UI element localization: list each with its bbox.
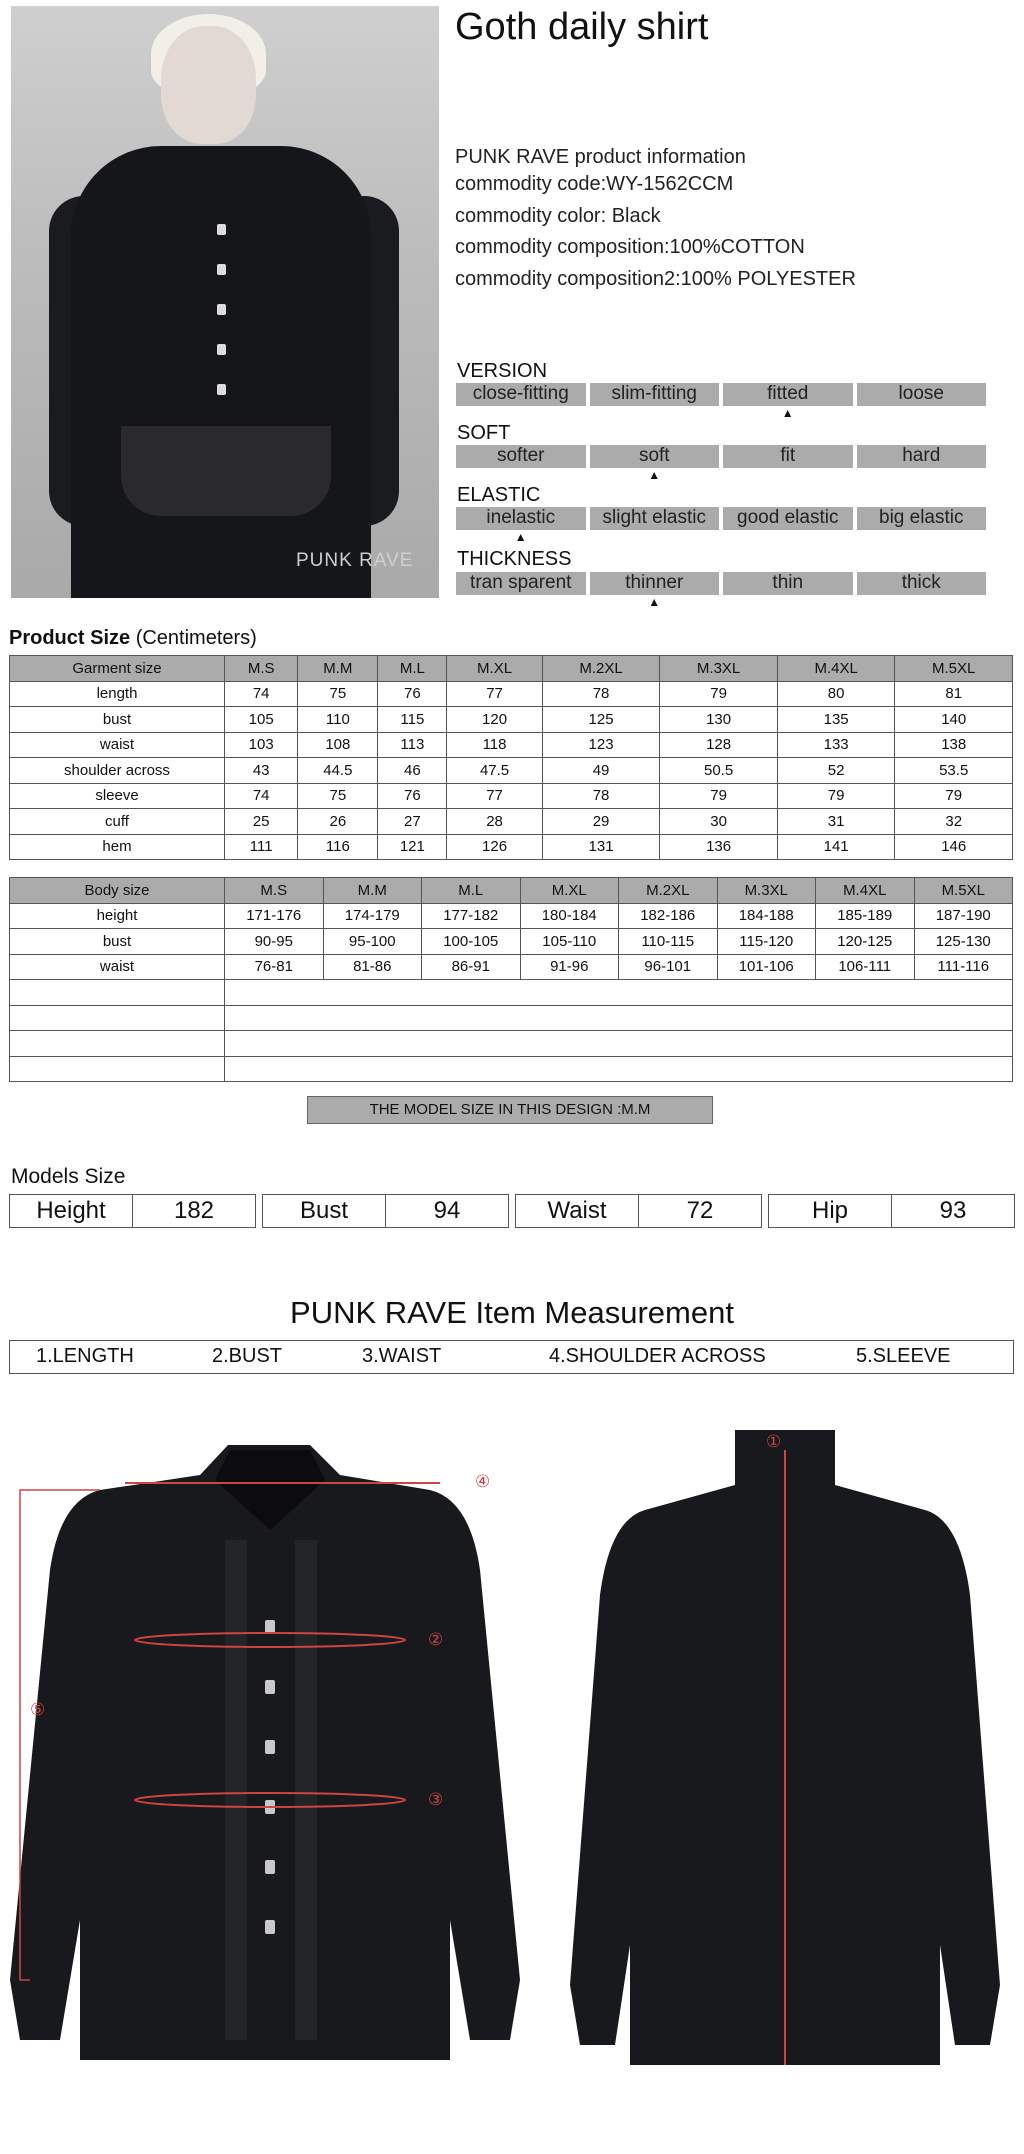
attr-version-scale [456,383,986,406]
table-cell: 80 [777,681,895,707]
info-comp-label: commodity composition: [455,236,670,258]
model-waist-label: Waist [516,1195,639,1227]
table-cell: 53.5 [895,758,1013,784]
model-hip-label: Hip [769,1195,892,1227]
marker-waist: ③ [428,1790,444,1809]
table-header-size: M.3XL [717,878,816,904]
table-cell: 76 [378,681,447,707]
table-row [10,954,1013,980]
scale-option: loose [857,383,987,406]
table-cell: 110-115 [619,929,718,955]
scale-option: fit [723,445,853,468]
table-cell: 106-111 [816,954,915,980]
model-hip-value: 93 [939,1197,967,1224]
table-header-size: M.M [323,878,422,904]
table-cell: 74 [225,681,298,707]
table-header-size: M.5XL [914,878,1013,904]
table-cell: 115-120 [717,929,816,955]
table-header-size: M.5XL [895,656,1013,682]
row-label: waist [10,732,225,758]
table-cell: 77 [447,681,542,707]
empty-cell [10,980,225,1006]
marker-length: ① [766,1432,782,1451]
table-cell: 187-190 [914,903,1013,929]
shirt-button [265,1620,275,1634]
product-size-heading: Product Size [9,627,131,649]
table-header-row [10,656,1013,682]
attr-elastic-label: ELASTIC [457,484,541,506]
attr-soft-scale [456,445,986,468]
table-cell: 43 [225,758,298,784]
measurement-title: PUNK RAVE Item Measurement [290,1295,734,1330]
table-header-size: M.4XL [777,656,895,682]
info-color-value: Black [611,205,661,227]
table-row [10,783,1013,809]
shirt-button [217,224,226,235]
body-size-table [9,877,1013,1082]
table-cell: 29 [542,809,660,835]
scale-option: softer [456,445,586,468]
measurement-item-waist: 3.WAIST [362,1345,442,1367]
table-cell: 79 [660,783,778,809]
table-cell: 115 [378,707,447,733]
table-cell: 108 [298,732,378,758]
row-label: bust [10,707,225,733]
table-row [10,834,1013,860]
table-cell: 81 [895,681,1013,707]
table-cell: 120 [447,707,542,733]
shirt-button [217,304,226,315]
table-cell: 126 [447,834,542,860]
table-header-size: M.3XL [660,656,778,682]
table-cell: 91-96 [520,954,619,980]
table-cell: 90-95 [225,929,324,955]
attr-thickness-label: THICKNESS [457,548,572,570]
table-header-label: Garment size [10,656,225,682]
table-cell: 28 [447,809,542,835]
scale-option-selected: thinner ▲ [590,572,720,595]
table-cell: 140 [895,707,1013,733]
table-cell: 76 [378,783,447,809]
empty-cell [225,980,1013,1006]
model-height-box [9,1194,256,1228]
table-cell: 77 [447,783,542,809]
row-label: waist [10,954,225,980]
shirt-body [71,146,371,598]
table-cell: 180-184 [520,903,619,929]
model-size-note: THE MODEL SIZE IN THIS DESIGN :M.M [307,1096,713,1124]
ruffle-right [295,1540,317,2040]
row-label: height [10,903,225,929]
table-row [10,732,1013,758]
table-cell: 146 [895,834,1013,860]
product-title: Goth daily shirt [455,6,709,48]
table-cell: 52 [777,758,895,784]
marker-bust: ② [428,1630,444,1649]
scale-option: hard [857,445,987,468]
garment-size-table [9,655,1013,860]
empty-cell [225,1005,1013,1031]
table-header-size: M.L [422,878,521,904]
info-comp2-label: commodity composition2: [455,268,681,290]
table-cell: 26 [298,809,378,835]
measurement-item-shoulder: 4.SHOULDER ACROSS [549,1345,766,1367]
table-cell: 101-106 [717,954,816,980]
attr-version-label: VERSION [457,360,548,382]
table-cell: 105 [225,707,298,733]
model-hip-box [768,1194,1015,1228]
attr-thickness-scale [456,572,986,595]
info-code-label: commodity code: [455,173,607,195]
table-cell: 185-189 [816,903,915,929]
model-waist-value: 72 [686,1197,714,1224]
trouser-waistband [121,426,331,516]
row-label: cuff [10,809,225,835]
empty-cell [10,1005,225,1031]
table-cell: 135 [777,707,895,733]
row-label: length [10,681,225,707]
table-cell: 32 [895,809,1013,835]
table-cell: 177-182 [422,903,521,929]
measurement-item-sleeve: 5.SLEEVE [856,1345,951,1367]
table-cell: 171-176 [225,903,324,929]
table-cell: 25 [225,809,298,835]
shirt-back-diagram [560,1425,1010,2080]
table-row [10,929,1013,955]
table-cell: 78 [542,681,660,707]
info-comp-value: 100%COTTON [669,236,805,258]
shirt-button [217,344,226,355]
row-label: sleeve [10,783,225,809]
marker-sleeve: ⑤ [30,1700,46,1719]
model-bust-label: Bust [263,1195,386,1227]
table-header-size: M.S [225,878,324,904]
model-photo [11,6,439,598]
table-row [10,681,1013,707]
empty-row [10,1031,1013,1057]
shirt-button [265,1920,275,1934]
table-cell: 182-186 [619,903,718,929]
shirt-button [265,1680,275,1694]
table-cell: 79 [777,783,895,809]
empty-row [10,980,1013,1006]
ruffle-left [225,1540,247,2040]
table-cell: 79 [895,783,1013,809]
table-cell: 100-105 [422,929,521,955]
table-cell: 79 [660,681,778,707]
model-waist-box [515,1194,762,1228]
table-cell: 121 [378,834,447,860]
empty-cell [225,1056,1013,1082]
info-composition [455,236,805,259]
table-header-size: M.L [378,656,447,682]
scale-option: thin [723,572,853,595]
table-row [10,903,1013,929]
info-color-label: commodity color: [455,205,607,227]
table-cell: 131 [542,834,660,860]
table-cell: 75 [298,783,378,809]
info-composition2 [455,268,856,291]
table-cell: 75 [298,681,378,707]
table-cell: 46 [378,758,447,784]
info-code [455,173,733,196]
shirt-button [265,1860,275,1874]
table-cell: 133 [777,732,895,758]
row-label: hem [10,834,225,860]
table-cell: 125-130 [914,929,1013,955]
table-cell: 130 [660,707,778,733]
attr-elastic-scale [456,507,986,530]
table-cell: 138 [895,732,1013,758]
info-heading: PUNK RAVE product information [455,146,746,168]
table-cell: 110 [298,707,378,733]
shirt-button [217,264,226,275]
shirt-front-shape [10,1445,520,2060]
table-cell: 184-188 [717,903,816,929]
table-cell: 113 [378,732,447,758]
models-size-title: Models Size [11,1165,126,1188]
table-row [10,809,1013,835]
scale-option: big elastic [857,507,987,530]
table-cell: 128 [660,732,778,758]
table-cell: 27 [378,809,447,835]
table-cell: 111-116 [914,954,1013,980]
empty-cell [10,1031,225,1057]
scale-option-selected: soft ▲ [590,445,720,468]
scale-option: thick [857,572,987,595]
shirt-button [217,384,226,395]
table-cell: 105-110 [520,929,619,955]
table-cell: 30 [660,809,778,835]
table-cell: 76-81 [225,954,324,980]
table-cell: 49 [542,758,660,784]
model-face [161,26,256,144]
info-color [455,205,661,228]
shirt-button [265,1740,275,1754]
measurement-item-length: 1.LENGTH [36,1345,134,1367]
scale-option-selected: inelastic ▲ [456,507,586,530]
model-bust-box [262,1194,509,1228]
table-header-row [10,878,1013,904]
info-code-value: WY-1562CCM [606,173,734,195]
table-cell: 50.5 [660,758,778,784]
table-cell: 78 [542,783,660,809]
table-row [10,758,1013,784]
table-cell: 118 [447,732,542,758]
model-height-label: Height [10,1195,133,1227]
table-cell: 125 [542,707,660,733]
table-cell: 44.5 [298,758,378,784]
table-cell: 111 [225,834,298,860]
table-header-size: M.S [225,656,298,682]
table-cell: 120-125 [816,929,915,955]
table-cell: 31 [777,809,895,835]
table-cell: 123 [542,732,660,758]
table-header-size: M.XL [447,656,542,682]
scale-option: close-fitting [456,383,586,406]
measurement-legend [9,1340,1014,1374]
table-cell: 74 [225,783,298,809]
row-label: shoulder across [10,758,225,784]
model-bust-value: 94 [433,1197,461,1224]
shirt-front-diagram [10,1420,540,2080]
empty-row [10,1005,1013,1031]
table-cell: 116 [298,834,378,860]
table-cell: 136 [660,834,778,860]
table-header-size: M.4XL [816,878,915,904]
scale-option: good elastic [723,507,853,530]
table-cell: 103 [225,732,298,758]
table-header-size: M.2XL [542,656,660,682]
model-height-value: 182 [173,1197,215,1224]
table-header-size: M.M [298,656,378,682]
table-header-size: M.XL [520,878,619,904]
photo-watermark: PUNK RAVE [296,550,414,571]
table-cell: 174-179 [323,903,422,929]
scale-option: slight elastic [590,507,720,530]
table-row [10,707,1013,733]
table-cell: 96-101 [619,954,718,980]
row-label: bust [10,929,225,955]
table-cell: 141 [777,834,895,860]
attr-soft-label: SOFT [457,422,511,444]
table-cell: 81-86 [323,954,422,980]
table-cell: 47.5 [447,758,542,784]
empty-cell [10,1056,225,1082]
marker-shoulder: ④ [475,1472,491,1491]
scale-option: slim-fitting [590,383,720,406]
table-header-label: Body size [10,878,225,904]
measurement-item-bust: 2.BUST [212,1345,283,1367]
empty-row [10,1056,1013,1082]
info-comp2-value: 100% POLYESTER [680,268,856,290]
empty-cell [225,1031,1013,1057]
table-cell: 86-91 [422,954,521,980]
product-size-title [9,627,257,650]
product-size-unit: (Centimeters) [135,627,257,649]
table-cell: 95-100 [323,929,422,955]
scale-option-selected: fitted ▲ [723,383,853,406]
scale-option: tran sparent [456,572,586,595]
table-header-size: M.2XL [619,878,718,904]
